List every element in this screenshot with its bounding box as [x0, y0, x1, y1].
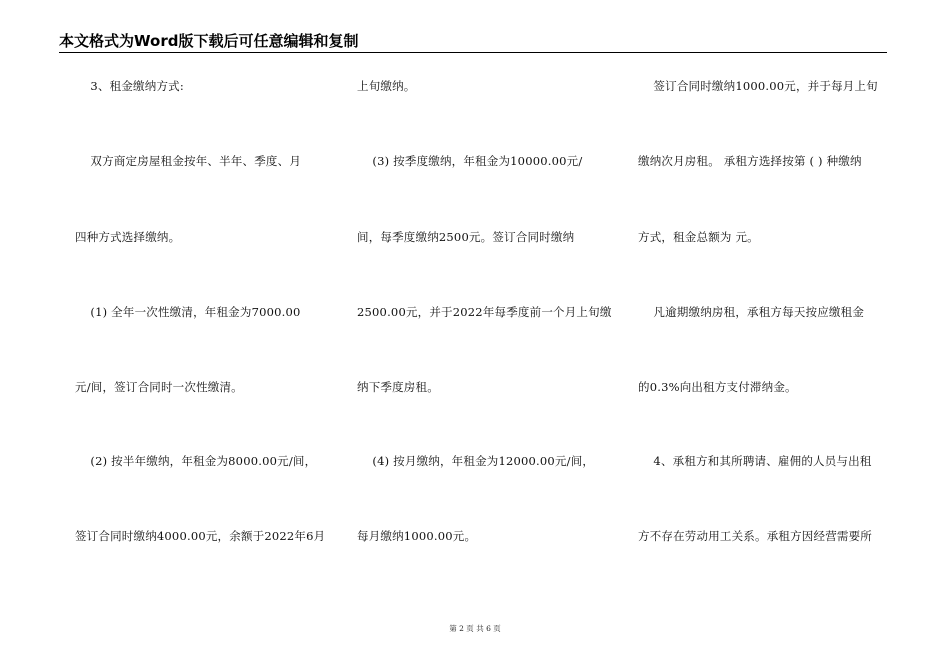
text-line: (4) 按月缴纳，年租金为12000.00元/间， — [357, 454, 595, 468]
text-line: 方式，租金总额为 元。 — [638, 230, 759, 244]
text-line: 方不存在劳动用工关系。承租方因经营需要所 — [638, 529, 872, 543]
text-line: 每月缴纳1000.00元。 — [357, 529, 477, 543]
page-number: 第 2 页 共 6 页 — [449, 624, 501, 633]
text-line: 间，每季度缴纳2500元。签订合同时缴纳 — [357, 230, 575, 244]
document-header: 本文格式为Word版下载后可任意编辑和复制 — [59, 32, 359, 50]
text-line: (3) 按季度缴纳，年租金为10000.00元/ — [357, 154, 583, 168]
text-line: 的0.3%向出租方支付滞纳金。 — [638, 380, 797, 394]
text-line: 四种方式选择缴纳。 — [75, 230, 181, 244]
text-line: 元/间，签订合同时一次性缴清。 — [75, 380, 243, 394]
text-line: (1) 全年一次性缴清，年租金为7000.00 — [75, 305, 301, 319]
text-line: 纳下季度房租。 — [357, 380, 439, 394]
text-line: 2500.00元，并于2022年每季度前一个月上旬缴 — [357, 305, 612, 319]
text-line: (2) 按半年缴纳，年租金为8000.00元/间， — [75, 454, 317, 468]
text-line: 缴纳次月房租。 承租方选择按第 ( ) 种缴纳 — [638, 154, 862, 168]
text-line: 上旬缴纳。 — [357, 79, 416, 93]
header-divider — [59, 52, 887, 53]
text-line: 3、租金缴纳方式: — [75, 79, 184, 93]
text-line: 签订合同时缴纳1000.00元，并于每月上旬 — [638, 79, 878, 93]
text-line: 4、承租方和其所聘请、雇佣的人员与出租 — [638, 454, 872, 468]
text-line: 凡逾期缴纳房租，承租方每天按应缴租金 — [638, 305, 865, 319]
text-line: 签订合同时缴纳4000.00元，余额于2022年6月 — [75, 529, 326, 543]
text-line: 双方商定房屋租金按年、半年、季度、月 — [75, 154, 302, 168]
